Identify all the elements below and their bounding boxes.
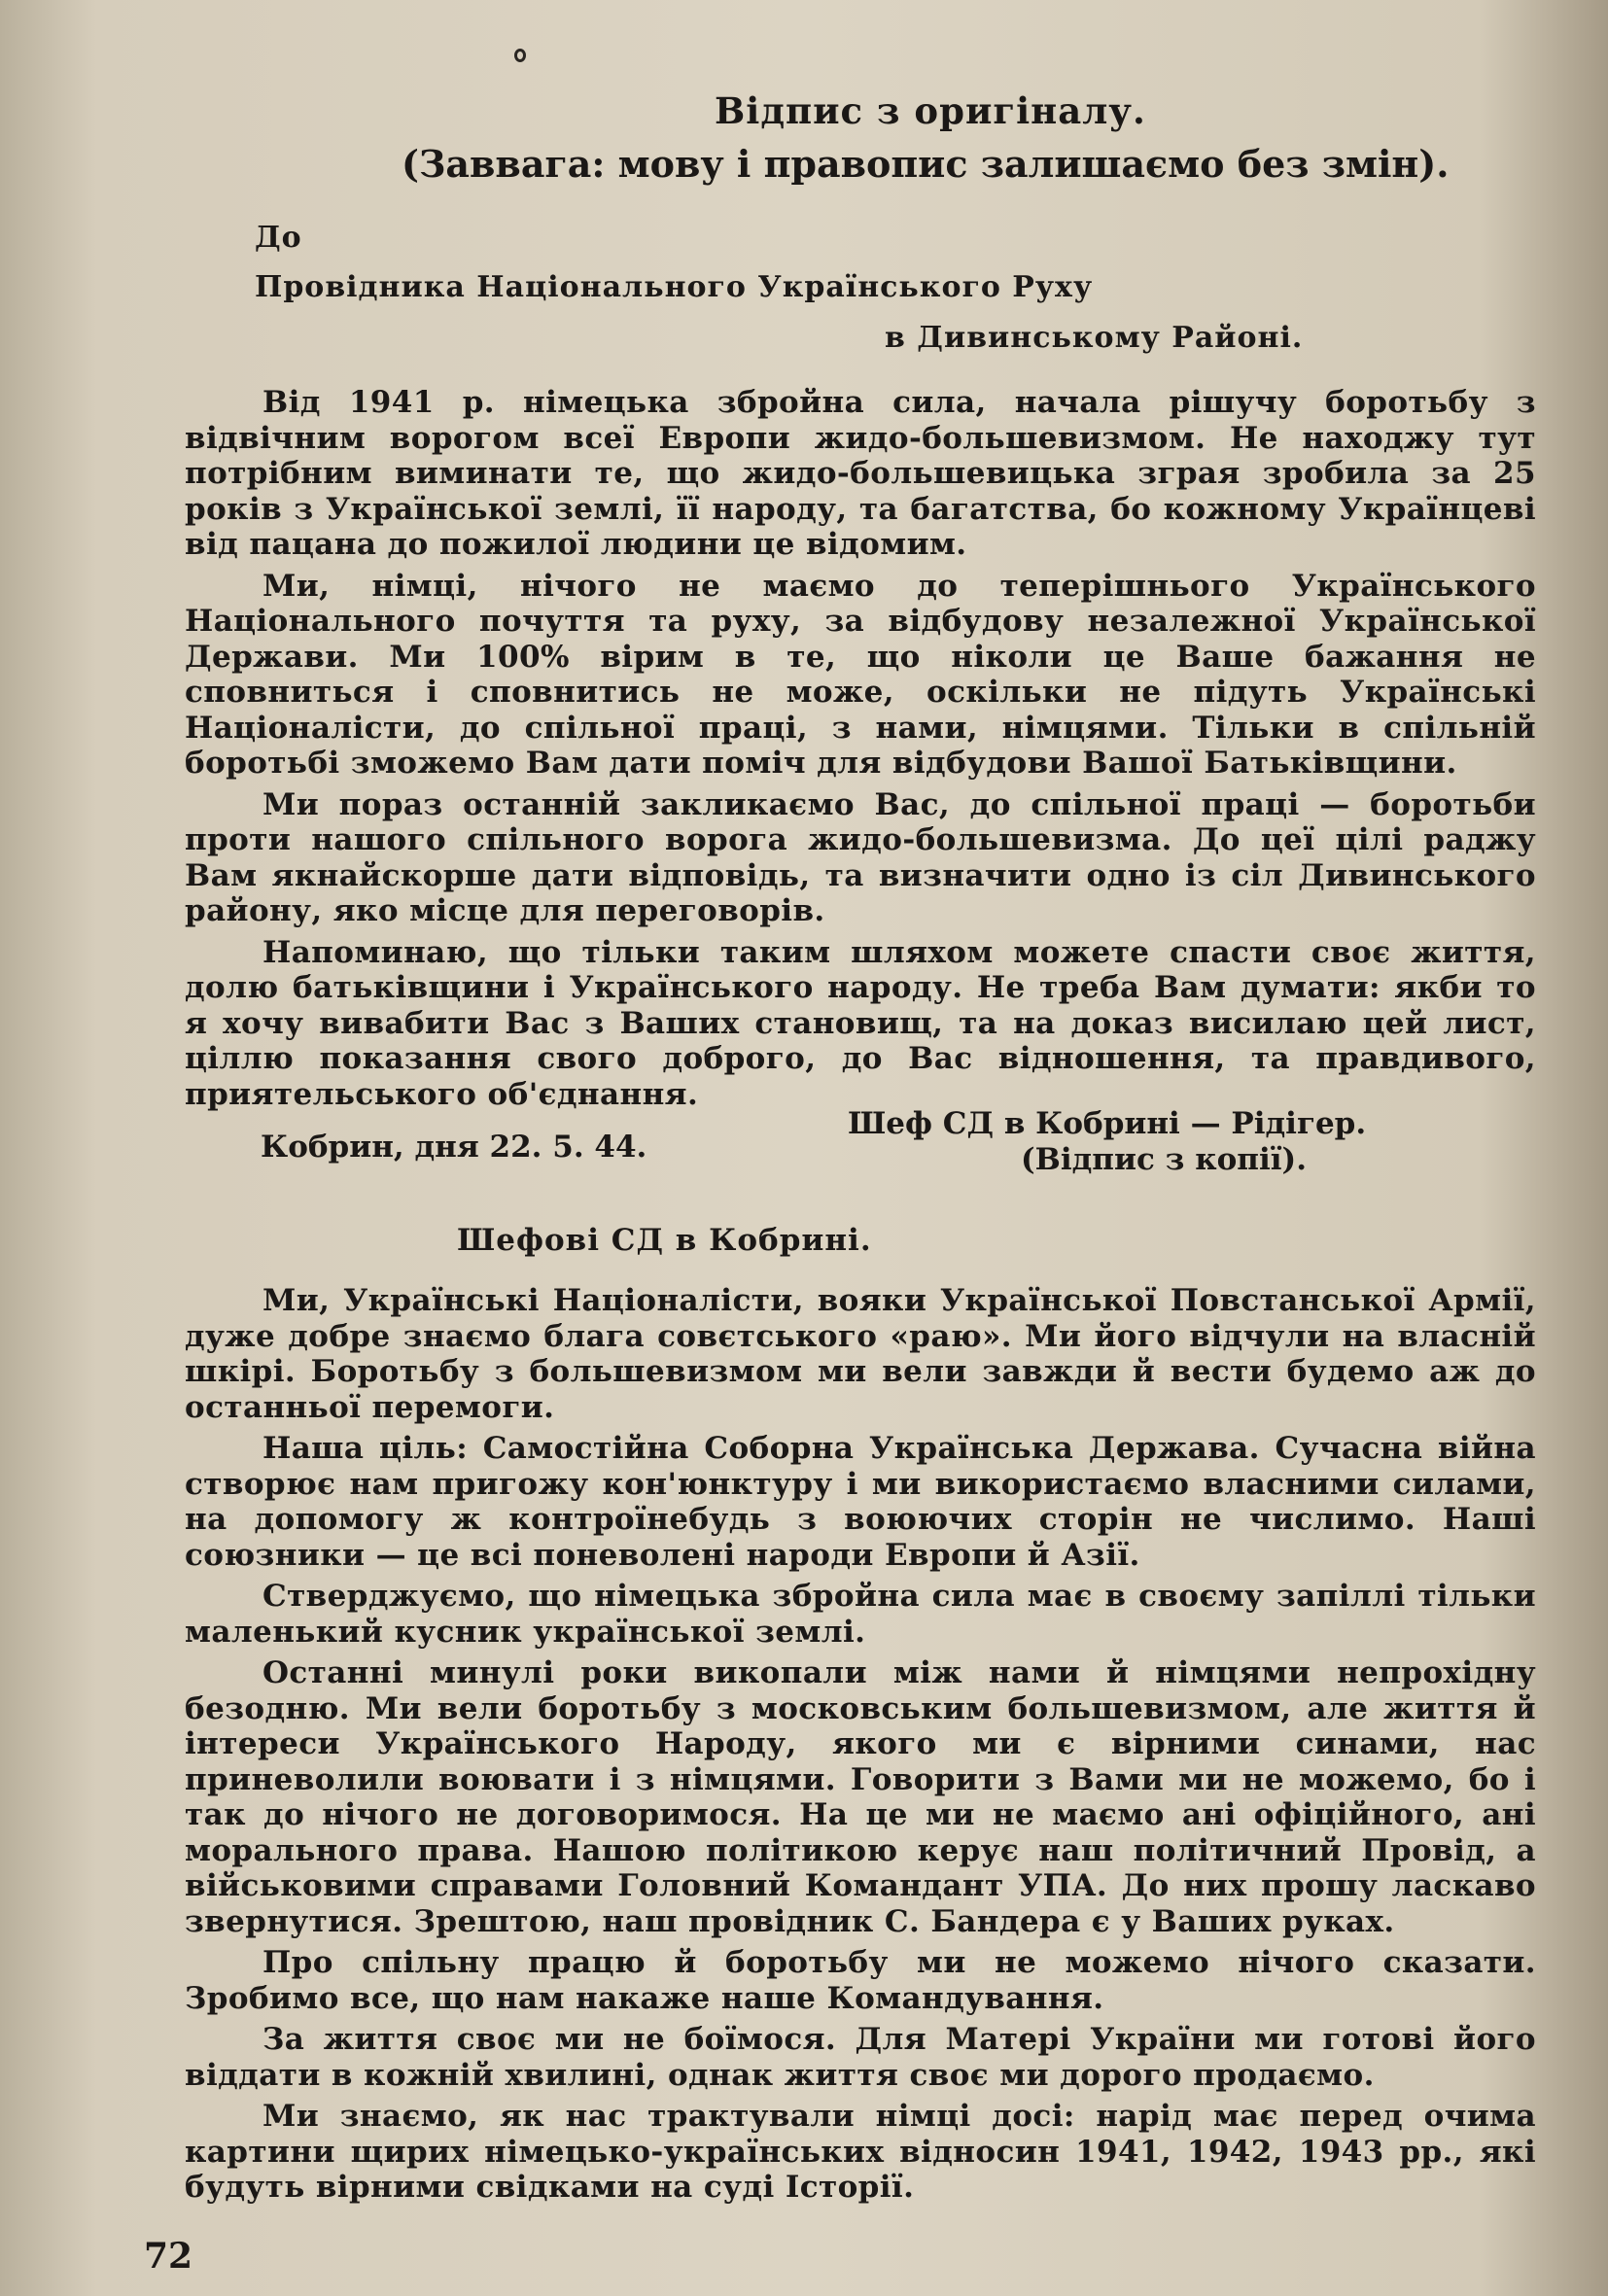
- letter1-to: До: [255, 221, 302, 255]
- letter2-paragraph-3: Стверджуємо, що німецька збройна сила має в своєму запіллі тільки маленький кусник української землі.: [185, 1579, 1536, 1650]
- copy-title: Відпис з оригіналу.: [715, 89, 1146, 132]
- letter1-place-date: Кобрин, дня 22. 5. 44.: [261, 1130, 647, 1165]
- letter2-body: [185, 1283, 1536, 2211]
- letter1-paragraph-3: Ми пораз останній закликаємо Вас, до спільної праці — боротьби проти нашого спільного ворога жидо-большевизма. До цеї цілі раджу Вам якнайскорше дати відповідь, та визначити одно із сіл Дивинського району, яко місце для переговорів.: [185, 786, 1536, 928]
- letter1-copy-note: (Відпис з копії).: [1021, 1142, 1308, 1177]
- letter2-paragraph-1: Ми, Українські Націоналісти, вояки Української Повстанської Армії, дуже добре знаємо блага совєтського «раю». Ми його відчули на власній шкірі. Боротьбу з большевизмом ми вели завжди й вести будемо аж до останньої перемоги.: [185, 1283, 1536, 1425]
- letter1-body: [185, 385, 1536, 1118]
- letter2-paragraph-2: Наша ціль: Самостійна Соборна Українська Держава. Сучасна війна створює нам пригожу кон'юнктуру і ми використаємо власними силами, на допомогу ж контроїнебудь з воюючих сторін не числимо. Наші союзники — це всі поневолені народи Европи й Азії.: [185, 1431, 1536, 1573]
- letter1-paragraph-2: Ми, німці, нічого не маємо до теперішнього Українського Національного почуття та руху, за відбудову незалежної Української Держави. Ми 100% вірим в те, що ніколи це Ваше бажання не сповниться і сповнитись не може, оскільки не підуть Українські Націоналісти, до спільної праці, з нами, німцями. Тільки в спільній боротьбі зможемо Вам дати поміч для відбудови Вашої Батьківщини.: [185, 568, 1536, 781]
- letter2-recipient: Шефові СД в Кобрині.: [457, 1223, 872, 1258]
- letter2-paragraph-7: Ми знаємо, як нас трактували німці досі: нарід має перед очима картини щирих німецько-українських відносин 1941, 1942, 1943 рр., які будуть вірними свідками на суді Історії.: [185, 2099, 1536, 2205]
- letter1-paragraph-1: Від 1941 р. німецька збройна сила, начала рішучу боротьбу з відвічним ворогом всеї Европи жидо-большевизмом. Не находжу тут потрібним виминати те, що жидо-большевицька зграя зробила за 25 років з Української землі, її народу, та багатства, бо кожному Українцеві від пацана до пожилої людини це відомим.: [185, 385, 1536, 562]
- letter1-recipient-line1: Провідника Національного Українського Руху: [255, 270, 1094, 304]
- page-number: 72: [144, 2236, 193, 2277]
- letter1-paragraph-4: Напоминаю, що тільки таким шляхом можете спасти своє життя, долю батьківщини і Українського народу. Не треба Вам думати: якби то я хочу вивабити Вас з Ваших становищ, та на доказ висилаю цей лист, ціллю показання свого доброго, до Вас відношення, та правдивого, приятельського об'єднання.: [185, 934, 1536, 1112]
- letter1-signature: Шеф СД в Кобрині — Рідігер.: [848, 1106, 1367, 1141]
- letter2-paragraph-5: Про спільну працю й боротьбу ми не можемо нічого сказати. Зробимо все, що нам накаже наше Командування.: [185, 1945, 1536, 2016]
- ink-spot: [514, 49, 526, 62]
- editorial-note: (Заввага: мову і правопис залишаємо без змін).: [402, 142, 1450, 186]
- letter2-paragraph-6: За життя своє ми не боїмося. Для Матері України ми готові його віддати в кожній хвилині, однак життя своє ми дорого продаємо.: [185, 2022, 1536, 2093]
- letter1-recipient-line2: в Дивинському Районі.: [885, 321, 1304, 355]
- letter2-paragraph-4: Останні минулі роки викопали між нами й німцями непрохідну безодню. Ми вели боротьбу з московським большевизмом, але життя й інтереси Українського Народу, якого ми є вірними синами, нас приневолили воювати і з німцями. Говорити з Вами ми не можемо, бо і так до нічого не договоримося. На це ми не маємо ані офіційного, ані морального права. Нашою політикою керує наш політичний Провід, а військовими справами Головний Командант УПА. До них прошу ласкаво звернутися. Зрештою, наш провідник С. Бандера є у Ваших руках.: [185, 1655, 1536, 1939]
